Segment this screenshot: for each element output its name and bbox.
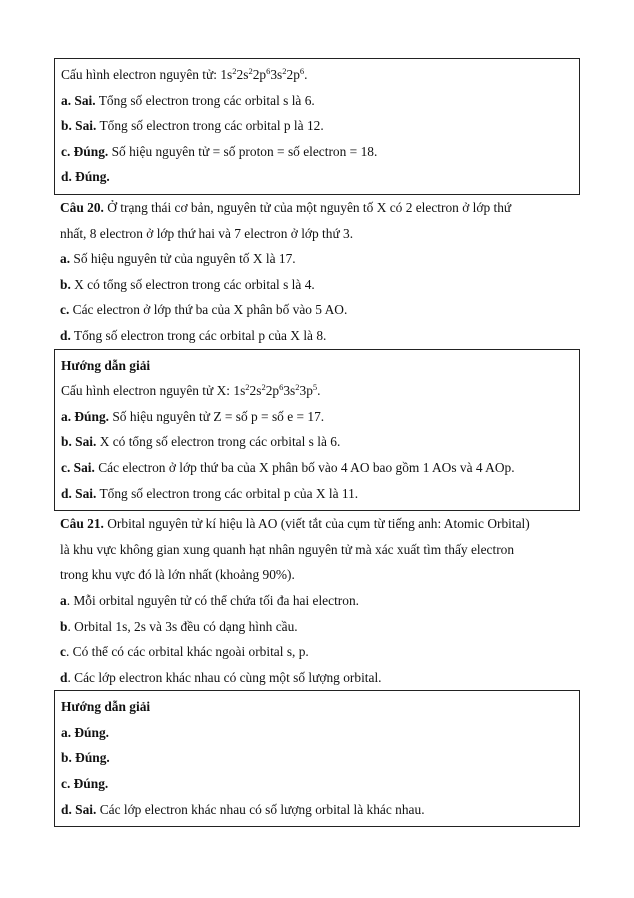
answer-text: Số hiệu nguyên tử Z = số p = số e = 17. bbox=[109, 408, 325, 424]
answer-label: c. Đúng. bbox=[61, 143, 109, 159]
option-text: . Mỗi orbital nguyên tử có thể chứa tối đa hai electron. bbox=[66, 592, 359, 608]
electron-config-formula bbox=[233, 383, 317, 398]
answer-label: a. Đúng. bbox=[61, 724, 109, 740]
answer-text: Tổng số electron trong các orbital p là 12. bbox=[96, 118, 324, 134]
electron-count: 5 bbox=[312, 382, 318, 393]
question-text: Orbital nguyên tử kí hiệu là AO (viết tắt của cụm từ tiếng anh: Atomic Orbital) bbox=[103, 516, 530, 532]
answer-label: c. Sai. bbox=[61, 459, 95, 475]
answer-label: a. Đúng. bbox=[61, 408, 109, 424]
answer-c bbox=[61, 139, 573, 165]
option-label: b bbox=[60, 618, 68, 634]
option-label: c. bbox=[60, 302, 70, 318]
answer-d bbox=[61, 164, 573, 190]
option-a bbox=[60, 588, 580, 614]
answer-a bbox=[61, 720, 573, 746]
question-label: Câu 21. bbox=[60, 516, 104, 532]
electron-count: 2 bbox=[282, 66, 287, 76]
orbital-term: 3s bbox=[283, 383, 296, 399]
answer-b bbox=[61, 429, 573, 455]
option-a bbox=[60, 246, 580, 272]
orbital-term: 3p bbox=[299, 383, 313, 399]
question-line bbox=[60, 537, 580, 563]
answer-d bbox=[61, 797, 573, 823]
document-page bbox=[54, 58, 580, 827]
electron-count: 6 bbox=[279, 382, 284, 393]
question-text: Ở trạng thái cơ bản, nguyên tử của một nguyên tố X có 2 electron ở lớp thứ bbox=[103, 200, 512, 215]
option-label: d. bbox=[60, 327, 71, 343]
option-text: . Orbital 1s, 2s và 3s đều có dạng hình cầu. bbox=[67, 618, 298, 634]
question-line bbox=[60, 562, 580, 588]
config-end: . bbox=[304, 67, 308, 82]
answer-label: c. Đúng. bbox=[61, 776, 109, 792]
option-text: . Có thể có các orbital khác ngoài orbital s, p. bbox=[65, 644, 309, 660]
answer-d bbox=[61, 481, 573, 507]
option-b bbox=[60, 272, 580, 298]
question-line bbox=[60, 511, 580, 537]
option-d bbox=[60, 323, 580, 349]
question-label: Câu 20. bbox=[60, 200, 104, 215]
question-20 bbox=[54, 195, 580, 349]
orbital-term: 2p bbox=[286, 67, 300, 82]
option-text: Các electron ở lớp thứ ba của X phân bố vào 5 AO. bbox=[69, 302, 348, 318]
answer-b bbox=[61, 745, 573, 771]
answer-text: Tổng số electron trong các orbital s là 6. bbox=[95, 92, 315, 108]
solution-heading bbox=[61, 694, 573, 720]
option-label: a bbox=[60, 592, 67, 608]
electron-count: 2 bbox=[261, 382, 266, 393]
option-label: a. bbox=[60, 251, 71, 267]
answer-c bbox=[61, 455, 573, 481]
electron-count: 6 bbox=[266, 66, 271, 76]
heading-text: Hướng dẫn giải bbox=[61, 699, 151, 715]
orbital-term: 1s bbox=[220, 67, 233, 82]
solution-box-20 bbox=[54, 349, 580, 512]
answer-text: Các lớp electron khác nhau có số lượng orbital là khác nhau. bbox=[96, 801, 425, 817]
config-line bbox=[61, 62, 573, 88]
answer-b bbox=[61, 113, 573, 139]
answer-c bbox=[61, 771, 573, 797]
answer-label: a. Sai. bbox=[61, 92, 96, 108]
answer-text: Các electron ở lớp thứ ba của X phân bố vào 4 AO bao gồm 1 AOs và 4 AOp. bbox=[94, 459, 515, 475]
heading-text: Hướng dẫn giải bbox=[61, 357, 151, 373]
question-text: trong khu vực đó là lớn nhất (khoảng 90%). bbox=[60, 567, 295, 583]
option-c bbox=[60, 639, 580, 665]
config-text: Cấu hình electron nguyên tử X: bbox=[61, 383, 234, 399]
electron-config-formula bbox=[220, 67, 304, 82]
solution-box-19 bbox=[54, 58, 580, 195]
question-line bbox=[60, 195, 580, 221]
option-label: d bbox=[60, 669, 68, 685]
electron-count: 2 bbox=[245, 382, 250, 393]
solution-box-21 bbox=[54, 690, 580, 827]
answer-label: b. Đúng. bbox=[61, 750, 110, 766]
orbital-term: 2s bbox=[249, 383, 262, 399]
option-label: b. bbox=[60, 276, 71, 292]
answer-label: d. Đúng. bbox=[61, 169, 110, 185]
answer-text: Số hiệu nguyên tử = số proton = số electron = 18. bbox=[108, 143, 378, 159]
electron-count: 6 bbox=[299, 66, 305, 76]
answer-label: d. Sai. bbox=[61, 801, 97, 817]
option-text: Tổng số electron trong các orbital p của X là 8. bbox=[70, 327, 327, 343]
solution-heading bbox=[61, 353, 573, 379]
orbital-term: 2p bbox=[265, 383, 280, 399]
orbital-term: 2p bbox=[252, 67, 267, 82]
orbital-term: 1s bbox=[233, 383, 246, 399]
orbital-term: 3s bbox=[270, 67, 283, 82]
answer-label: b. Sai. bbox=[61, 434, 97, 450]
question-line bbox=[60, 221, 580, 247]
answer-text: Tổng số electron trong các orbital p của X là 11. bbox=[96, 485, 359, 501]
option-text: . Các lớp electron khác nhau có cùng một số lượng orbital. bbox=[67, 669, 382, 685]
option-label: c bbox=[60, 644, 66, 660]
question-21 bbox=[54, 511, 580, 690]
question-text: nhất, 8 electron ở lớp thứ hai và 7 electron ở lớp thứ 3. bbox=[60, 225, 354, 241]
answer-label: b. Sai. bbox=[61, 118, 97, 134]
electron-count: 2 bbox=[295, 382, 300, 393]
orbital-term: 2s bbox=[236, 67, 249, 82]
answer-label: d. Sai. bbox=[61, 485, 97, 501]
answer-text: X có tổng số electron trong các orbital s là 6. bbox=[96, 434, 341, 450]
electron-count: 2 bbox=[248, 66, 253, 76]
option-c bbox=[60, 297, 580, 323]
option-d bbox=[60, 665, 580, 691]
config-end: . bbox=[317, 383, 321, 399]
config-text: Cấu hình electron nguyên tử: bbox=[61, 67, 221, 82]
electron-count: 2 bbox=[232, 66, 237, 76]
option-text: Số hiệu nguyên tử của nguyên tố X là 17. bbox=[70, 251, 296, 267]
option-b bbox=[60, 614, 580, 640]
answer-a bbox=[61, 88, 573, 114]
option-text: X có tổng số electron trong các orbital s là 4. bbox=[70, 276, 315, 292]
config-line bbox=[61, 378, 573, 404]
answer-a bbox=[61, 404, 573, 430]
question-text: là khu vực không gian xung quanh hạt nhân nguyên tử mà xác xuất tìm thấy electron bbox=[60, 541, 515, 557]
